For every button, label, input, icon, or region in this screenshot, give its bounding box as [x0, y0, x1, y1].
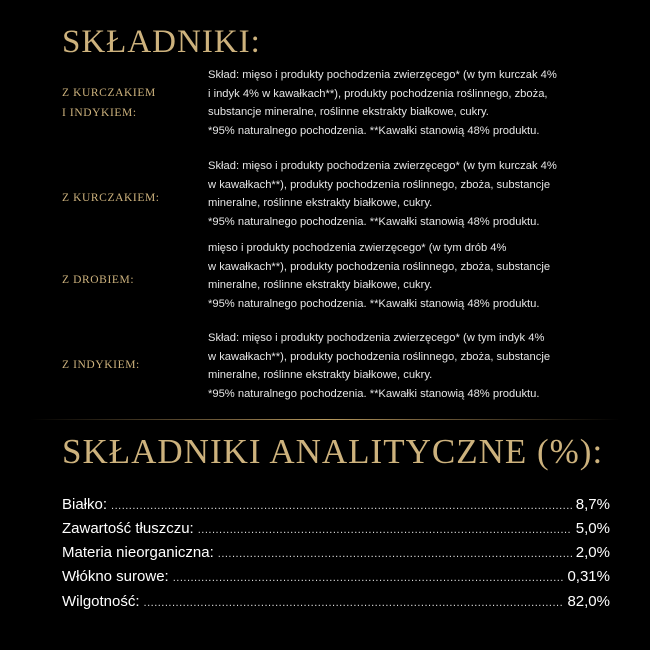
description-line: substancje mineralne, roślinne ekstrakty białkowe, cukry. — [208, 106, 489, 118]
description-line: *95% naturalnego pochodzenia. **Kawałki stanowią 48% produktu. — [208, 297, 540, 310]
analytic-label: Zawartość tłuszczu: — [62, 520, 194, 537]
description-line: mineralne, roślinne ekstrakty białkowe, cukry. — [208, 197, 433, 209]
ingredient-description — [208, 66, 608, 140]
variant-label-line: Z KURCZAKIEM: — [62, 192, 160, 204]
description-line: Skład: mięso i produkty pochodzenia zwierzęcego* (w tym kurczak 4% — [208, 160, 557, 172]
analytical-title: SKŁADNIKI ANALITYCZNE (%): — [62, 432, 604, 471]
dot-leader — [198, 519, 572, 541]
analytic-label: Włókno surowe: — [62, 568, 169, 585]
dot-leader — [218, 543, 572, 565]
analytic-row-fibre — [62, 566, 610, 589]
analytic-value: 2,0% — [575, 544, 610, 561]
description-line: w kawałkach**), produkty pochodzenia roślinnego, zboża, substancje — [208, 350, 551, 363]
description-line: *95% naturalnego pochodzenia. **Kawałki stanowią 48% produktu. — [208, 387, 540, 400]
dot-leader — [144, 592, 564, 614]
analytic-row-ash — [62, 542, 610, 565]
dot-leader — [173, 567, 564, 589]
description-line: Skład: mięso i produkty pochodzenia zwierzęcego* (w tym indyk 4% — [208, 332, 545, 344]
variant-label — [62, 355, 140, 375]
variant-label — [62, 270, 134, 290]
variant-label-line: Z DROBIEM: — [62, 274, 135, 286]
description-line: w kawałkach**), produkty pochodzenia roślinnego, zboża, substancje — [208, 260, 551, 273]
description-line: i indyk 4% w kawałkach**), produkty pochodzenia roślinnego, zboża, — [208, 87, 548, 100]
variant-label-line: I INDYKIEM: — [62, 107, 137, 119]
description-line: *95% naturalnego pochodzenia. **Kawałki stanowią 48% produktu. — [208, 124, 540, 137]
description-line: Skład: mięso i produkty pochodzenia zwierzęcego* (w tym kurczak 4% — [208, 69, 557, 81]
ingredient-description — [208, 329, 608, 403]
variant-label-line: Z KURCZAKIEM — [62, 87, 156, 99]
description-line: mineralne, roślinne ekstrakty białkowe, cukry. — [208, 369, 433, 381]
analytic-value: 8,7% — [575, 496, 610, 513]
analytic-label: Materia nieorganiczna: — [62, 544, 214, 561]
ingredient-description — [208, 239, 608, 313]
description-line: w kawałkach**), produkty pochodzenia roślinnego, zboża, substancje — [208, 178, 551, 191]
analytic-row-protein — [62, 494, 610, 517]
analytic-row-moisture — [62, 591, 610, 614]
variant-label — [62, 188, 160, 208]
ingredient-description — [208, 157, 608, 231]
variant-label — [62, 83, 156, 123]
description-line: mineralne, roślinne ekstrakty białkowe, cukry. — [208, 279, 433, 291]
description-line: mięso i produkty pochodzenia zwierzęcego* (w tym drób 4% — [208, 242, 507, 254]
analytic-value: 5,0% — [575, 520, 610, 537]
ingredients-title: SKŁADNIKI: — [62, 24, 261, 60]
dot-leader — [111, 495, 572, 517]
analytic-value: 82,0% — [567, 593, 610, 610]
analytic-row-fat — [62, 518, 610, 541]
variant-label-line: Z INDYKIEM: — [62, 359, 140, 371]
analytic-label: Wilgotność: — [62, 593, 140, 610]
analytic-label: Białko: — [62, 496, 108, 513]
section-divider — [30, 419, 620, 420]
description-line: *95% naturalnego pochodzenia. **Kawałki stanowią 48% produktu. — [208, 215, 540, 228]
analytic-value: 0,31% — [567, 568, 610, 585]
